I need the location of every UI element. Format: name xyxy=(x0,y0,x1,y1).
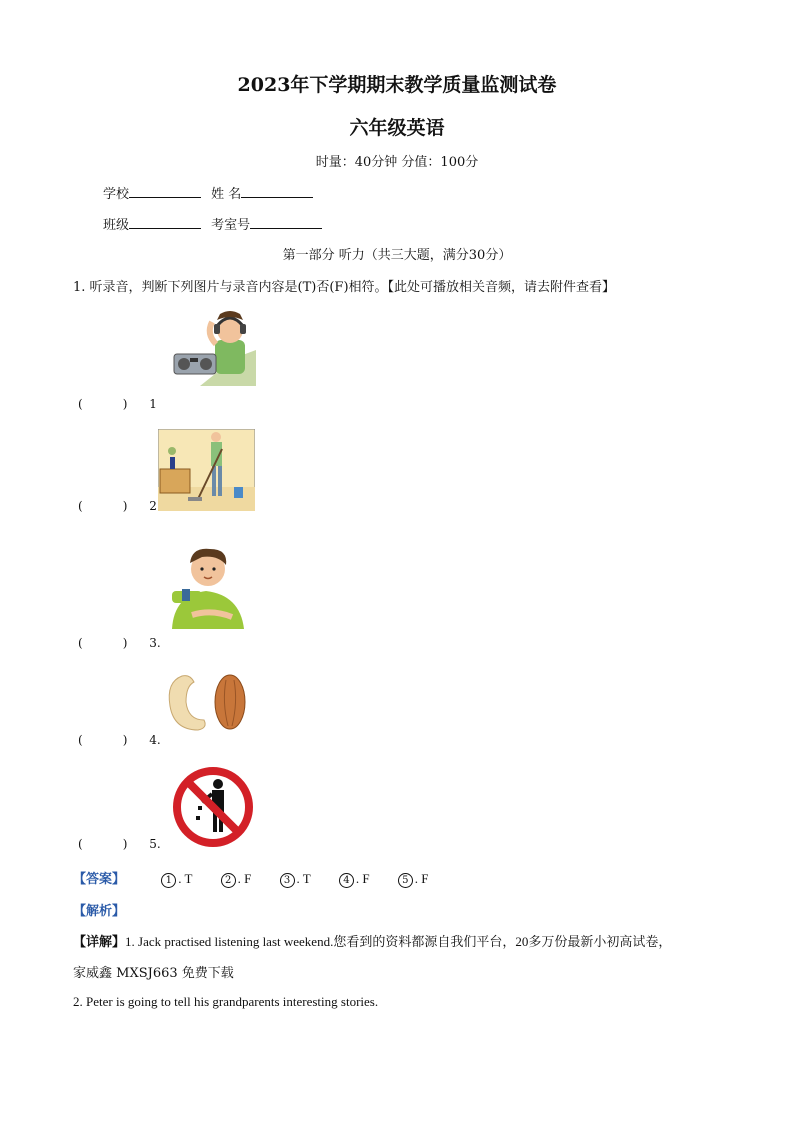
item-2-row xyxy=(78,499,157,513)
detail-line-1 xyxy=(73,931,733,950)
cashew-and-almond-icon xyxy=(164,672,248,734)
close-paren: ) xyxy=(122,636,128,650)
answer-row xyxy=(73,868,453,888)
item-4-row xyxy=(78,733,161,747)
school-name-row xyxy=(103,183,319,202)
answer-item: 3 . T xyxy=(280,871,311,888)
answer-item: 1 . T xyxy=(161,871,192,888)
item-5-row xyxy=(78,837,161,851)
school-label: 学校 xyxy=(103,187,130,202)
exam-subtitle: 六年级英语 xyxy=(349,117,445,139)
open-paren: ( xyxy=(78,837,83,851)
analysis-label: 【解析】 xyxy=(73,904,126,919)
open-paren: ( xyxy=(78,397,83,411)
item-1-row xyxy=(78,397,157,411)
answer-item: 5 . F xyxy=(398,871,429,888)
item-number: 5. xyxy=(149,837,161,851)
name-label: 姓 名 xyxy=(211,187,242,202)
no-littering-sign-icon xyxy=(172,766,254,848)
room-label: 考室号 xyxy=(211,218,251,233)
close-paren: ) xyxy=(122,837,128,851)
boy-with-headphones-and-radio-icon xyxy=(160,310,258,390)
class-label: 班级 xyxy=(103,218,130,233)
detail-line-3: 2. Peter is going to tell his grandparents interesting stories. xyxy=(73,994,379,1009)
detail-text-1: 1. Jack practised listening last weekend.您看到的资料都源自我们平台，20多万份最新小初高试卷， xyxy=(125,934,672,949)
answer-item: 2 . F xyxy=(221,871,252,888)
time-info: 时量：40分钟 分值：100分 xyxy=(315,155,479,170)
analysis-tag xyxy=(73,900,125,919)
close-paren: ) xyxy=(122,733,128,747)
item-number: 2 xyxy=(149,499,157,513)
name-blank[interactable] xyxy=(241,185,313,198)
section-title: 第一部分 听力（共三大题，满分30分） xyxy=(282,248,512,263)
detail-tag: 【详解】 xyxy=(73,935,126,950)
class-blank[interactable] xyxy=(129,216,201,229)
detail-line-2: 家威鑫 MXSJ663 免费下载 xyxy=(73,966,234,981)
item-3-row xyxy=(78,636,161,650)
open-paren: ( xyxy=(78,636,83,650)
item-number: 1 xyxy=(149,397,157,411)
answer-item: 4 . F xyxy=(339,871,370,888)
close-paren: ) xyxy=(122,397,128,411)
close-paren: ) xyxy=(122,499,128,513)
question-1-prompt: 1. 听录音，判断下列图片与录音内容是(T)否(F)相符。【此处可播放相关音频，请去附件查看】 xyxy=(73,280,616,295)
room-blank[interactable] xyxy=(250,216,322,229)
exam-title: 2023年下学期期末教学质量监测试卷 xyxy=(237,74,557,96)
open-paren: ( xyxy=(78,499,83,513)
man-sweeping-floor-icon xyxy=(158,429,255,511)
open-paren: ( xyxy=(78,733,83,747)
boy-looking-at-watch-icon xyxy=(162,545,250,629)
school-blank[interactable] xyxy=(129,185,201,198)
item-number: 3. xyxy=(149,636,161,650)
item-number: 4. xyxy=(149,733,161,747)
class-room-row xyxy=(103,214,328,233)
answer-tag: 【答案】 xyxy=(73,872,126,887)
